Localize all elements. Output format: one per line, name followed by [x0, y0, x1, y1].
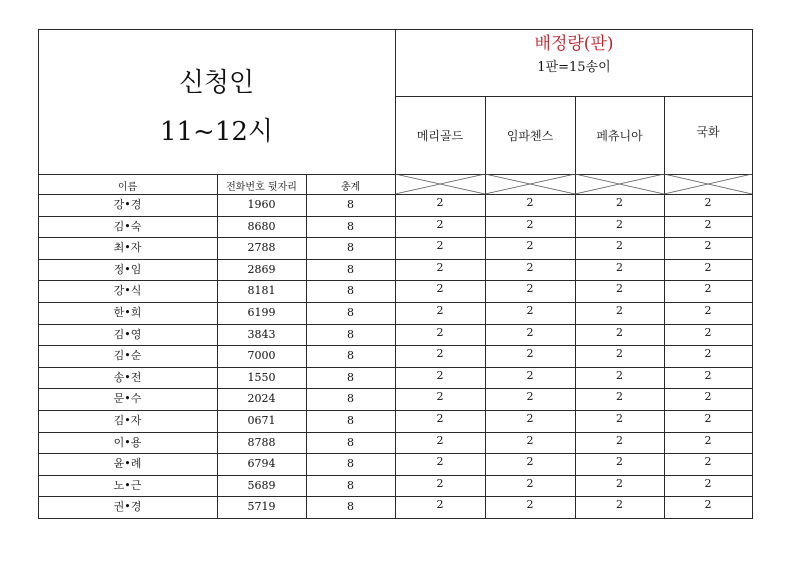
- row-quantity: 2: [704, 434, 712, 447]
- row-quantity: 2: [436, 218, 444, 231]
- row-phone: 8680: [247, 220, 276, 233]
- row-total: 8: [347, 306, 354, 319]
- row-quantity: 2: [616, 261, 623, 274]
- row-quantity: 2: [616, 390, 623, 403]
- row-quantity: 2: [526, 477, 534, 490]
- row-quantity: 2: [436, 412, 444, 425]
- row-quantity: 2: [616, 434, 623, 447]
- row-name: 정•임: [113, 263, 142, 276]
- row-name: 최•자: [113, 241, 142, 254]
- row-quantity: 2: [436, 477, 444, 490]
- row-phone: 0671: [247, 414, 276, 427]
- row-quantity: 2: [436, 455, 444, 468]
- row-name: 강•식: [113, 284, 142, 297]
- row-quantity: 2: [704, 390, 712, 403]
- row-quantity: 2: [436, 261, 444, 274]
- row-total: 8: [347, 414, 354, 427]
- row-quantity: 2: [616, 326, 623, 339]
- row-quantity: 2: [616, 218, 623, 231]
- row-phone: 2024: [247, 392, 276, 405]
- row-quantity: 2: [436, 498, 444, 511]
- row-total: 8: [347, 392, 354, 405]
- col-name: 이름: [117, 182, 138, 193]
- allocation-title: 배정량(판): [534, 34, 614, 54]
- row-quantity: 2: [616, 196, 623, 209]
- row-quantity: 2: [704, 239, 712, 252]
- row-phone: 8181: [247, 284, 276, 297]
- row-name: 김•숙: [113, 220, 142, 233]
- row-quantity: 2: [704, 347, 712, 360]
- row-total: 8: [347, 371, 354, 384]
- row-name: 송•전: [113, 371, 142, 384]
- row-total: 8: [347, 284, 354, 297]
- row-quantity: 2: [704, 304, 712, 317]
- row-phone: 2788: [247, 241, 276, 254]
- row-quantity: 2: [616, 239, 623, 252]
- row-total: 8: [347, 349, 354, 362]
- flower-chrysanthemum: 국화: [696, 125, 720, 139]
- allocation-divider: [395, 96, 753, 97]
- row-phone: 8788: [247, 436, 276, 449]
- row-phone: 2869: [247, 263, 276, 276]
- row-quantity: 2: [616, 282, 623, 295]
- row-quantity: 2: [526, 455, 534, 468]
- allocation-note: 1판=15송이: [537, 60, 611, 75]
- row-name: 한•희: [113, 306, 142, 319]
- row-quantity: 2: [526, 326, 534, 339]
- row-total: 8: [347, 457, 354, 470]
- row-quantity: 2: [526, 218, 534, 231]
- row-total: 8: [347, 328, 354, 341]
- row-quantity: 2: [704, 326, 712, 339]
- row-quantity: 2: [436, 196, 444, 209]
- row-quantity: 2: [436, 304, 444, 317]
- row-phone: 5689: [247, 479, 276, 492]
- flower-impatiens: 임파첸스: [506, 129, 554, 143]
- row-quantity: 2: [436, 369, 444, 382]
- row-quantity: 2: [526, 304, 534, 317]
- title-time: 11~12시: [159, 117, 274, 147]
- row-quantity: 2: [704, 218, 712, 231]
- row-total: 8: [347, 436, 354, 449]
- row-name: 권•경: [113, 500, 142, 513]
- row-quantity: 2: [704, 412, 712, 425]
- row-name: 문•수: [113, 392, 142, 405]
- row-quantity: 2: [704, 498, 712, 511]
- row-quantity: 2: [616, 477, 623, 490]
- row-quantity: 2: [526, 498, 534, 511]
- row-quantity: 2: [526, 369, 534, 382]
- row-quantity: 2: [704, 282, 712, 295]
- row-name: 김•자: [113, 414, 142, 427]
- row-quantity: 2: [526, 434, 534, 447]
- row-quantity: 2: [436, 390, 444, 403]
- row-total: 8: [347, 500, 354, 513]
- row-total: 8: [347, 479, 354, 492]
- row-name: 김•영: [113, 328, 142, 341]
- row-quantity: 2: [436, 239, 444, 252]
- row-quantity: 2: [704, 261, 712, 274]
- row-name: 김•순: [113, 349, 142, 362]
- row-total: 8: [347, 220, 354, 233]
- title-applicant: 신청인: [178, 68, 255, 98]
- row-quantity: 2: [526, 347, 534, 360]
- row-quantity: 2: [616, 412, 623, 425]
- row-quantity: 2: [526, 282, 534, 295]
- row-phone: 6199: [247, 306, 276, 319]
- flower-marigold: 메리골드: [416, 129, 464, 143]
- row-quantity: 2: [436, 347, 444, 360]
- row-quantity: 2: [704, 369, 712, 382]
- row-quantity: 2: [704, 477, 712, 490]
- row-total: 8: [347, 198, 354, 211]
- col-total: 총계: [340, 182, 361, 193]
- row-quantity: 2: [526, 261, 534, 274]
- row-quantity: 2: [526, 412, 534, 425]
- row-name: 윤•례: [113, 457, 142, 470]
- row-quantity: 2: [526, 390, 534, 403]
- row-phone: 1960: [247, 198, 276, 211]
- row-phone: 1550: [247, 371, 276, 384]
- row-phone: 7000: [247, 349, 276, 362]
- row-name: 강•경: [113, 198, 142, 211]
- row-quantity: 2: [616, 304, 623, 317]
- row-quantity: 2: [436, 282, 444, 295]
- row-quantity: 2: [704, 196, 712, 209]
- row-name: 이•용: [113, 436, 142, 449]
- flower-petunia: 페츄니아: [596, 129, 643, 143]
- row-phone: 6794: [247, 457, 276, 470]
- row-phone: 5719: [247, 500, 276, 513]
- row-total: 8: [347, 241, 354, 254]
- row-name: 노•근: [113, 479, 142, 492]
- row-quantity: 2: [616, 347, 623, 360]
- frame-right: [752, 29, 753, 519]
- row-line: [38, 518, 753, 519]
- row-quantity: 2: [616, 455, 623, 468]
- row-quantity: 2: [436, 434, 444, 447]
- row-quantity: 2: [616, 498, 623, 511]
- row-phone: 3843: [247, 328, 276, 341]
- row-quantity: 2: [436, 326, 444, 339]
- row-quantity: 2: [526, 239, 534, 252]
- row-total: 8: [347, 263, 354, 276]
- row-quantity: 2: [526, 196, 534, 209]
- col-phone: 전화번호 뒷자리: [226, 182, 297, 193]
- row-quantity: 2: [616, 369, 623, 382]
- row-quantity: 2: [704, 455, 712, 468]
